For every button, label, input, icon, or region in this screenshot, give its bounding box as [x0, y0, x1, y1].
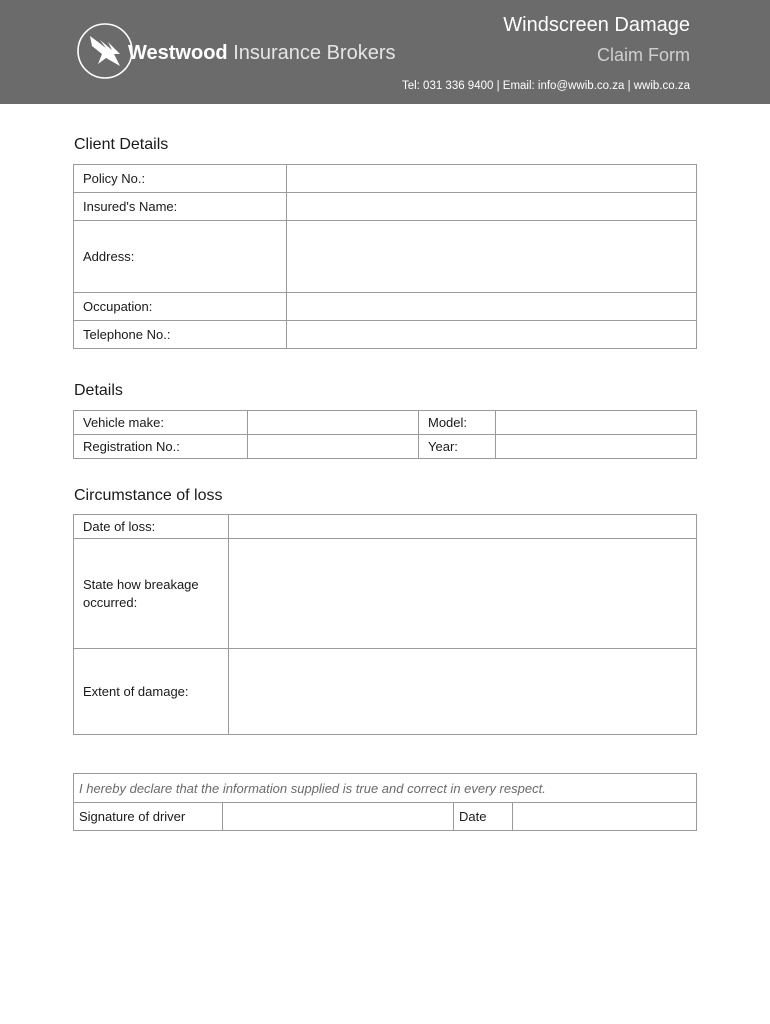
address-label: Address: — [74, 221, 287, 293]
telephone-field[interactable] — [287, 321, 697, 349]
table-row — [74, 803, 697, 831]
breakage-label: State how breakage occurred: — [74, 539, 229, 649]
brand-name — [128, 42, 396, 65]
address-field[interactable] — [287, 221, 697, 293]
occupation-field[interactable] — [287, 293, 697, 321]
insured-name-field[interactable] — [287, 193, 697, 221]
policy-no-label: Policy No.: — [74, 165, 287, 193]
vehicle-details-table — [73, 410, 697, 459]
signature-field[interactable] — [223, 803, 454, 831]
registration-label: Registration No.: — [74, 435, 248, 459]
date-label: Date — [454, 803, 513, 831]
contact-info: Tel: 031 336 9400 | Email: info@wwib.co.za | wwib.co.za — [401, 80, 690, 92]
table-row — [74, 221, 697, 293]
brand-bold: Westwood — [128, 42, 228, 64]
date-of-loss-field[interactable] — [229, 515, 697, 539]
form-title: Windscreen Damage — [503, 14, 690, 36]
client-details-table — [73, 164, 697, 349]
table-row — [74, 649, 697, 735]
vehicle-make-field[interactable] — [248, 411, 419, 435]
table-row — [74, 293, 697, 321]
date-of-loss-label: Date of loss: — [74, 515, 229, 539]
date-field[interactable] — [513, 803, 697, 831]
details-heading: Details — [74, 382, 123, 399]
circumstance-table — [73, 514, 697, 735]
year-field[interactable] — [496, 435, 697, 459]
vehicle-make-label: Vehicle make: — [74, 411, 248, 435]
table-row — [74, 774, 697, 803]
extent-field[interactable] — [229, 649, 697, 735]
model-label: Model: — [419, 411, 496, 435]
table-row — [74, 165, 697, 193]
table-row — [74, 411, 697, 435]
table-row — [74, 539, 697, 649]
table-row — [74, 515, 697, 539]
eagle-logo-icon — [76, 22, 134, 80]
year-label: Year: — [419, 435, 496, 459]
model-field[interactable] — [496, 411, 697, 435]
header-banner — [0, 0, 770, 104]
form-subtitle: Claim Form — [597, 45, 690, 65]
occupation-label: Occupation: — [74, 293, 287, 321]
brand-light: Insurance Brokers — [227, 42, 396, 64]
breakage-field[interactable] — [229, 539, 697, 649]
declaration-text: I hereby declare that the information supplied is true and correct in every respect. — [74, 774, 697, 803]
insured-name-label: Insured's Name: — [74, 193, 287, 221]
telephone-label: Telephone No.: — [74, 321, 287, 349]
client-details-heading: Client Details — [74, 136, 169, 153]
registration-field[interactable] — [248, 435, 419, 459]
extent-label: Extent of damage: — [74, 649, 229, 735]
circumstance-heading: Circumstance of loss — [74, 487, 223, 504]
declaration-table — [73, 773, 697, 831]
table-row — [74, 435, 697, 459]
signature-label: Signature of driver — [74, 803, 223, 831]
table-row — [74, 321, 697, 349]
table-row — [74, 193, 697, 221]
policy-no-field[interactable] — [287, 165, 697, 193]
